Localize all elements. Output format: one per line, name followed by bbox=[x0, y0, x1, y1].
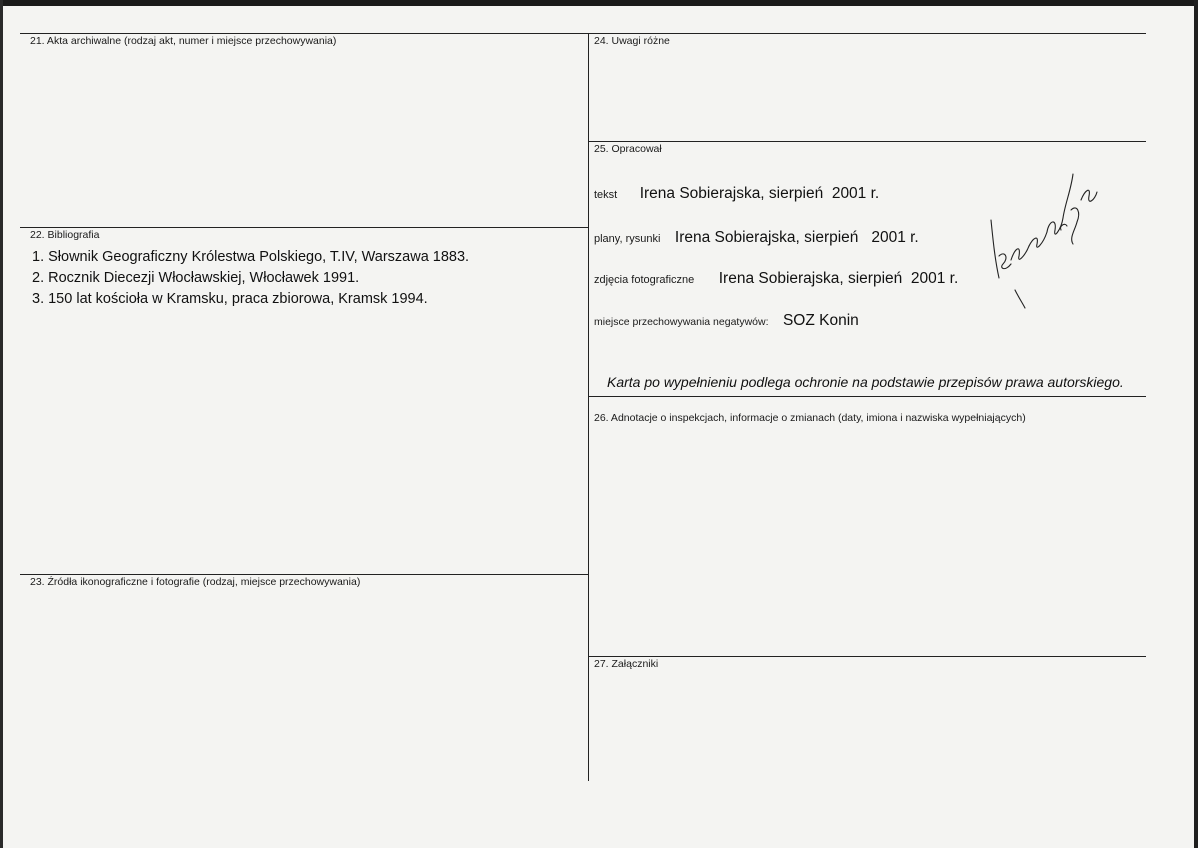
rule-section-22 bbox=[20, 227, 588, 228]
copyright-note: Karta po wypełnieniu podlega ochronie na podstawie przepisów prawa autorskiego. bbox=[607, 374, 1124, 390]
field-zdjecia bbox=[594, 270, 958, 288]
field-tekst-value: Irena Sobierajska, sierpień 2001 r. bbox=[639, 185, 880, 202]
rule-section-23 bbox=[20, 574, 588, 575]
scan-left-edge bbox=[0, 0, 3, 848]
field-miejsce bbox=[594, 312, 859, 330]
bibliography-list bbox=[32, 247, 469, 310]
rule-top-right bbox=[588, 33, 1146, 34]
section-27-label: 27. Załączniki bbox=[594, 658, 659, 670]
bibliography-item: 3. 150 lat kościoła w Kramsku, praca zbiorowa, Kramsk 1994. bbox=[32, 291, 428, 307]
field-plany-label: plany, rysunki bbox=[594, 233, 661, 245]
rule-top-left bbox=[20, 33, 588, 34]
field-zdjecia-value: Irena Sobierajska, sierpień 2001 r. bbox=[718, 270, 959, 287]
bibliography-item: 2. Rocznik Diecezji Włocławskiej, Włocławek 1991. bbox=[32, 270, 360, 286]
section-21-label: 21. Akta archiwalne (rodzaj akt, numer i miejsce przechowywania) bbox=[30, 35, 337, 47]
section-26-label: 26. Adnotacje o inspekcjach, informacje o zmianach (daty, imiona i nazwiska wypełniających) bbox=[594, 412, 1026, 424]
field-zdjecia-label: zdjęcia fotograficzne bbox=[594, 274, 695, 286]
bibliography-item: 1. Słownik Geograficzny Królestwa Polskiego, T.IV, Warszawa 1883. bbox=[32, 249, 470, 265]
section-24-label: 24. Uwagi różne bbox=[594, 35, 670, 47]
scan-top-edge bbox=[0, 0, 1198, 6]
rule-section-27 bbox=[588, 656, 1146, 657]
rule-section-25 bbox=[588, 141, 1146, 142]
field-plany-value: Irena Sobierajska, sierpień 2001 r. bbox=[674, 229, 919, 246]
handwritten-signature bbox=[985, 160, 1105, 310]
field-miejsce-value: SOZ Konin bbox=[782, 312, 859, 329]
field-plany bbox=[594, 229, 919, 247]
scan-right-edge bbox=[1194, 0, 1198, 848]
rule-center-divider bbox=[588, 33, 589, 781]
section-25-label: 25. Opracował bbox=[594, 143, 662, 155]
field-tekst-label: tekst bbox=[594, 189, 618, 201]
field-tekst bbox=[594, 185, 879, 203]
rule-section-26 bbox=[588, 396, 1146, 397]
section-23-label: 23. Źródła ikonograficzne i fotografie (rodzaj, miejsce przechowywania) bbox=[30, 576, 361, 588]
field-miejsce-label: miejsce przechowywania negatywów: bbox=[594, 316, 769, 328]
section-22-label: 22. Bibliografia bbox=[30, 229, 100, 241]
